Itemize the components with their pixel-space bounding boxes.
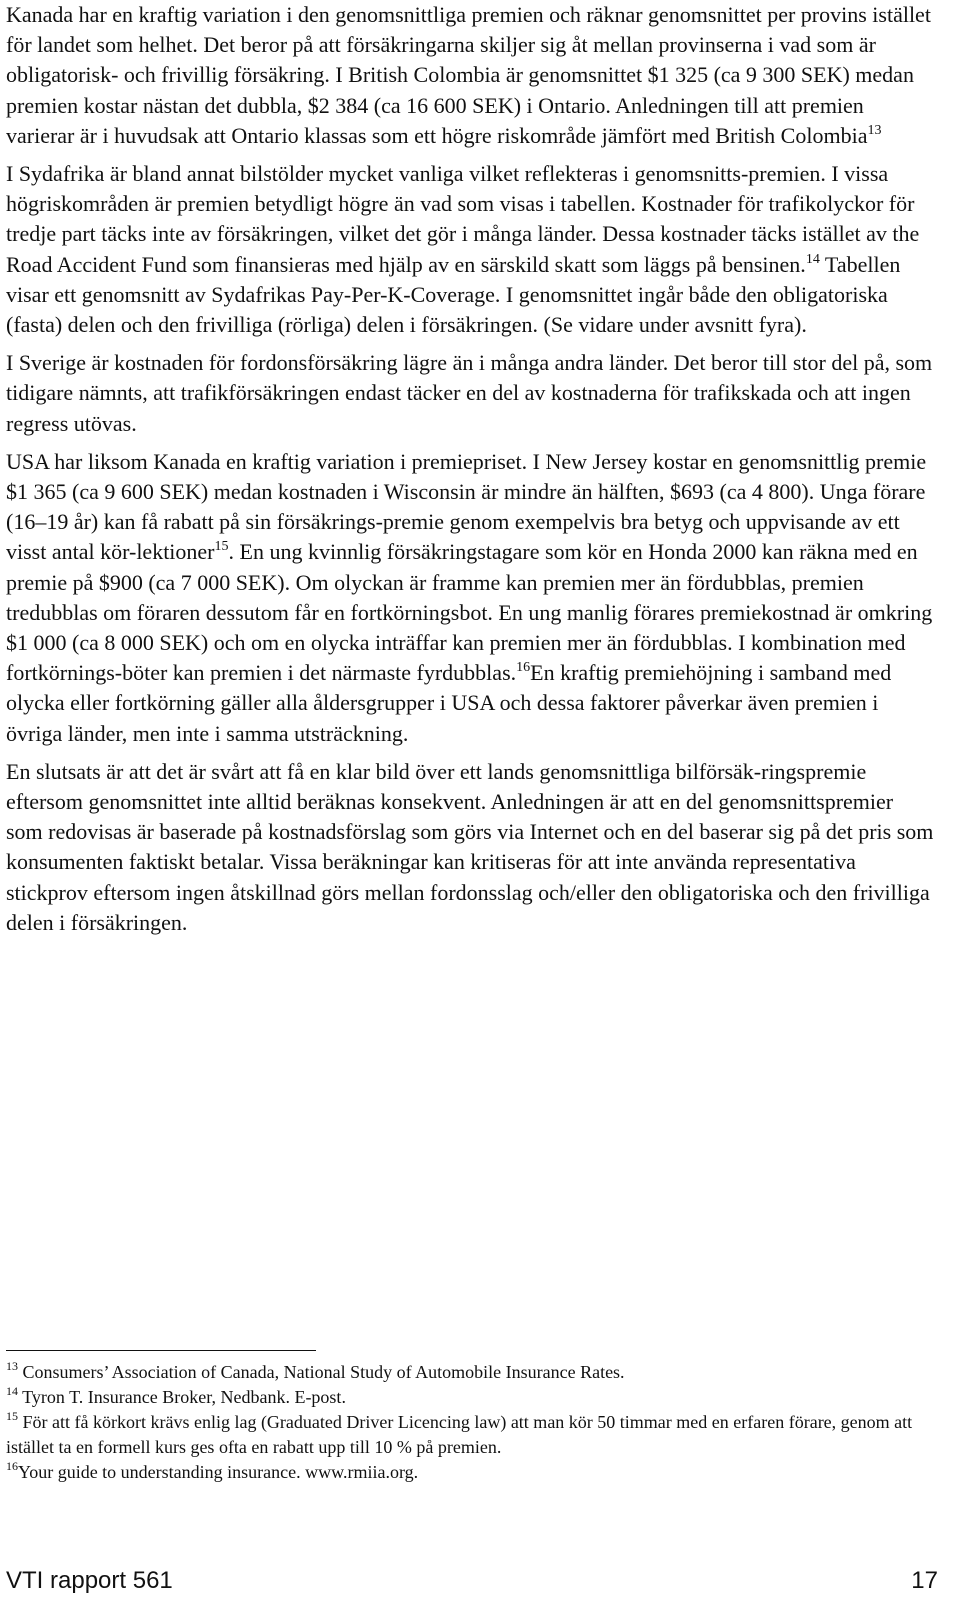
paragraph-text: I Sverige är kostnaden för fordonsförsäkring lägre än i många andra länder. Det beror till stor del på, som tidigare nämnts, att trafikförsäkringen endast täcker en del av kostnaderna för trafikskada och att ingen regress utövas. [6,350,933,436]
paragraph-text: En kraftig premiehöjning i samband med olycka eller fortkörning gäller alla åldersgrupper i USA och dessa faktorer påverkar även premien i övriga länder, men inte i samma utsträckning. [6,660,892,746]
page-footer [6,1564,938,1598]
footnote-number: 14 [6,1384,18,1398]
footnotes [6,1360,936,1485]
paragraph-text: I Sydafrika är bland annat bilstölder mycket vanliga vilket reflekteras i genomsnitts-premien. I vissa högriskområden är premien betydligt högre än vad som visas i tabellen. Kostnader för trafikolyckor för tredje part täcks inte av försäkringen, vilket det gör i många länder. Dessa kostnader täcks istället av the Road Accident Fund som finansieras med hjälp av en särskild skatt som läggs på bensinen. [6,161,920,277]
paragraph-text: Kanada har en kraftig variation i den genomsnittliga premien och räknar genomsnittet per provins istället för landet som helhet. Det beror på att försäkringarna skiljer sig åt mellan provinserna i vad som är obligatorisk- och frivillig försäkring. I British Colombia är genomsnittet $1 325 (ca 9 300 SEK) medan premien kostar nästan det dubbla, $2 384 (ca 16 600 SEK) i Ontario. Anledningen till att premien varierar är i huvudsak att Ontario klassas som ett högre riskområde jämfört med British Colombia [6,2,931,148]
footnote-number: 13 [6,1359,18,1373]
footnote-ref-14: 14 [805,251,820,267]
footnote-14 [6,1385,936,1410]
paragraph-text: En slutsats är att det är svårt att få en klar bild över ett lands genomsnittliga bilförsäk-ringspremie eftersom genomsnittet inte alltid beräknas konsekvent. Anledningen är att en del genomsnittspremier som redovisas är baserade på kostnadsförslag som görs via Internet och en del baserar sig på det pris som konsumenten faktiskt betalar. Vissa beräkningar kan kritiseras för att inte använda representativa stickprov eftersom ingen åtskillnad görs mellan fordonsslag och/eller den obligatoriska och den frivilliga delen i försäkringen. [6,758,934,935]
paragraph-sydafrika [6,159,934,340]
footnote-text: Your guide to understanding insurance. www.rmiia.org. [18,1462,419,1482]
footnote-divider [6,1350,316,1351]
footnote-number: 15 [6,1409,18,1423]
footnote-text: Tyron T. Insurance Broker, Nedbank. E-post. [18,1387,346,1407]
body-text [6,0,934,938]
footnote-ref-13: 13 [867,122,882,138]
paragraph-slutsats [6,757,934,938]
paragraph-usa [6,447,934,749]
paragraph-text: Tabellen visar ett genomsnitt av Sydafrikas Pay-Per-K-Coverage. I genomsnittet ingår både den obligatoriska (fasta) delen och den frivilliga (rörliga) delen i försäkringen. (Se vidare under avsnitt fyra). [6,251,901,338]
footnote-number: 16 [6,1459,18,1473]
footnote-16 [6,1460,936,1485]
paragraph-sverige [6,348,934,439]
footnote-text: För att få körkort krävs enlig lag (Graduated Driver Licencing law) att man kör 50 timmar med en erfaren förare, genom att istället ta en formell kurs ges ofta en rabatt upp till 10 % på premien. [6,1412,913,1457]
footnote-15 [6,1410,936,1460]
page-number: 17 [911,1567,938,1594]
paragraph-text: USA har liksom Kanada en kraftig variation i premiepriset. I New Jersey kostar en genomsnittlig premie $1 365 (ca 9 600 SEK) medan kostnaden i Wisconsin är mindre än hälften, $693 (ca 4 800). Unga förare (16–19 år) kan få rabatt på sin försäkrings-premie genom exempelvis bra betyg och uppvisande av ett visst antal kör-lektioner [6,448,927,565]
report-name: VTI rapport 561 [6,1567,173,1594]
footnote-text: Consumers’ Association of Canada, National Study of Automobile Insurance Rates. [18,1362,625,1382]
footnote-ref-16: 16 [516,660,531,676]
paragraph-text: . En ung kvinnlig försäkringstagare som kör en Honda 2000 kan räkna med en premie på $900 (ca 7 000 SEK). Om olyckan är framme kan premien mer än fördubblas, premien tredubblas om föraren dessutom får en fortkörningsbot. En ung manlig förares premiekostnad är omkring $1 000 (ca 8 000 SEK) och om en olycka inträffar kan premien mer än fördubblas. I kombination med fortkörnings-böter kan premien i det närmaste fyrdubblas. [6,539,933,686]
footnote-ref-15: 15 [214,539,229,555]
paragraph-kanada [6,0,934,151]
footnote-13 [6,1360,936,1385]
